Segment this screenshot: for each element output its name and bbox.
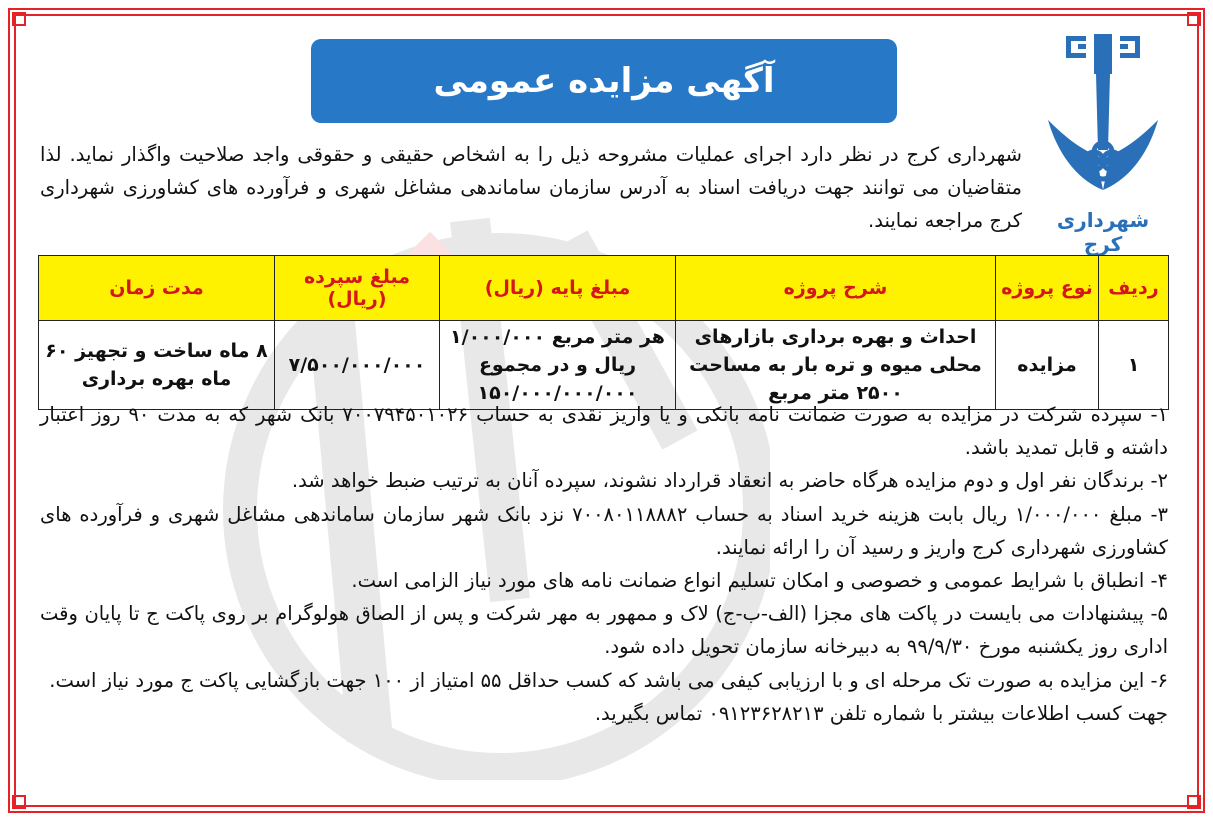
term-item: ۶- این مزایده به صورت تک مرحله ای و با ارزیابی کیفی می باشد که کسب حداقل ۵۵ امتیاز از ۱۰۰ جهت بازگشایی پاکت ج مورد نیاز است.: [49, 668, 1168, 692]
cell-project-type: مزایده: [996, 321, 1099, 410]
logo-caption: شهرداری کرج: [1056, 208, 1150, 256]
cell-duration: ۸ ماه ساخت و تجهیز ۶۰ ماه بهره برداری: [39, 321, 275, 410]
page-title: آگهی مزایده عمومی: [311, 39, 897, 123]
header-duration: مدت زمان: [39, 256, 275, 321]
header-base-price: مبلغ پایه (ریال): [440, 256, 676, 321]
tender-table: [38, 255, 1169, 410]
term-item: ۳- مبلغ ۱/۰۰۰/۰۰۰ ریال بابت هزینه خرید اسناد به حساب ۷۰۰۸۰۱۱۸۸۸۲ نزد بانک شهر سازمان ساماندهی مشاغل شهری و فرآورده های کشاورزی شهرداری کرج واریز و رسید آن را ارائه نمایند.: [40, 502, 1168, 559]
term-item: ۴- انطباق با شرایط عمومی و خصوصی و امکان تسلیم انواع ضمانت نامه های مورد نیاز الزامی است.: [351, 569, 1168, 593]
header-project-description: شرح پروژه: [676, 256, 996, 321]
cell-row-number: ۱: [1099, 321, 1169, 410]
header-row-number: ردیف: [1099, 256, 1169, 321]
term-item: ۵- پیشنهادات می بایست در پاکت های مجزا (الف-ب-ج) لاک و ممهور به مهر شرکت و پس از الصاق هولوگرام بر روی پاکت ج تا پایان وقت اداری روز یکشنبه مورخ ۹۹/۹/۳۰ به دبیرخانه سازمان تحویل داده شود.: [40, 602, 1168, 659]
cell-deposit-amount: ۷/۵۰۰/۰۰۰/۰۰۰: [275, 321, 440, 410]
cell-project-description: احداث و بهره برداری بازارهای محلی میوه و تره بار به مساحت ۲۵۰۰ متر مربع: [676, 321, 996, 410]
contact-line: جهت کسب اطلاعات بیشتر با شماره تلفن ۰۹۱۲۳۶۲۸۲۱۳ تماس بگیرید.: [594, 701, 1168, 725]
header-deposit-amount: مبلغ سپرده (ریال): [275, 256, 440, 321]
table-row: [39, 321, 1169, 410]
terms-list: [40, 398, 1168, 730]
term-item: ۱- سپرده شرکت در مزایده به صورت ضمانت نامه بانکی و یا واریز نقدی به حساب ۷۰۰۷۹۴۵۰۱۰۲۶ بانک شهر که به مدت ۹۰ روز اعتبار داشته و قابل تمدید باشد.: [40, 403, 1169, 460]
karaj-municipality-emblem-icon: [1038, 30, 1168, 205]
intro-paragraph: شهرداری کرج در نظر دارد اجرای عملیات مشروحه ذیل را به اشخاص حقیقی و حقوقی واجد صلاحیت واگذار نماید. لذا متقاضیان می توانند جهت دریافت اسناد به آدرس سازمان ساماندهی مشاغل شهری و فرآورده های کشاورزی شهرداری کرج مراجعه نمایند.: [40, 143, 1022, 232]
cell-base-price: هر متر مربع ۱/۰۰۰/۰۰۰ ریال و در مجموع ۱۵۰/۰۰۰/۰۰۰/۰۰۰: [440, 321, 676, 410]
header-project-type: نوع پروژه: [996, 256, 1099, 321]
table-header-row: [39, 256, 1169, 321]
term-item: ۲- برندگان نفر اول و دوم مزایده هرگاه حاضر به انعقاد قرارداد نشوند، سپرده آنان به ترتیب ضبط خواهد شد.: [291, 469, 1168, 493]
logo: [1038, 30, 1168, 256]
